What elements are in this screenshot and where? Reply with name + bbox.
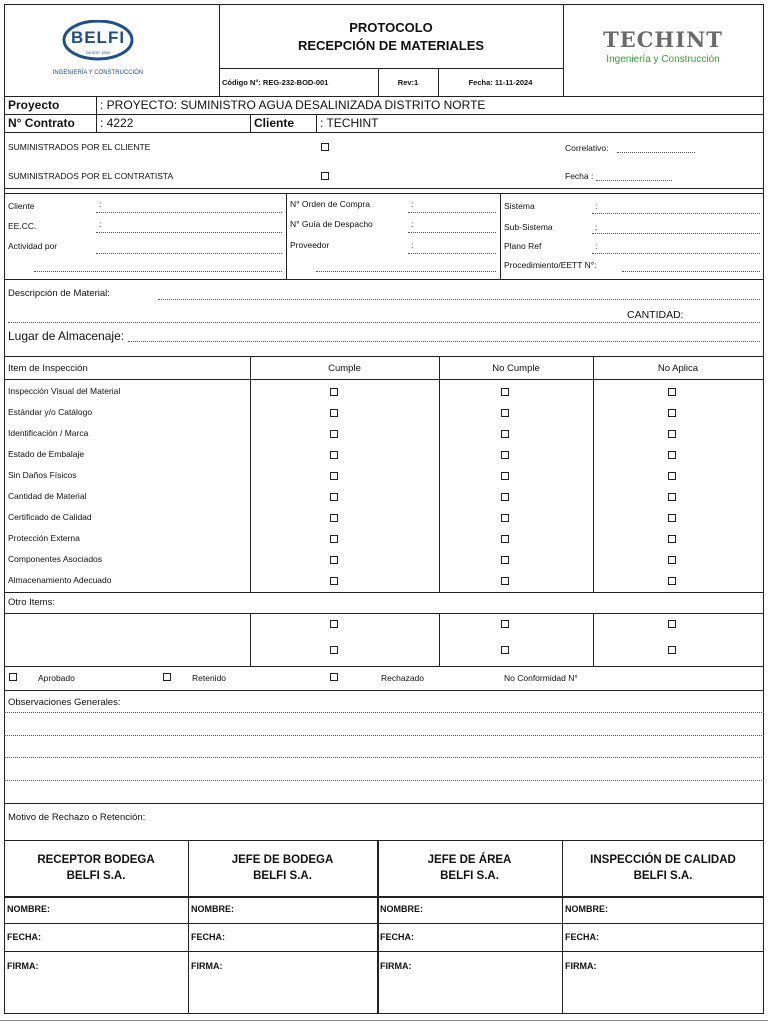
procedimiento-label: Procedimiento/EETT N°: xyxy=(504,260,597,270)
subsistema-line[interactable] xyxy=(592,233,760,234)
proveedor-line[interactable] xyxy=(408,253,496,254)
divider xyxy=(4,666,764,667)
colon: : xyxy=(595,222,598,232)
divider xyxy=(96,96,97,132)
actividad-label: Actividad por xyxy=(8,241,58,251)
inspection-cumple-checkbox[interactable] xyxy=(330,577,338,585)
signature-title xyxy=(4,852,188,884)
suministro-cliente-checkbox[interactable] xyxy=(321,143,329,151)
codigo: Código N°: REG-232-BOD-001 xyxy=(222,78,329,87)
signature-company: BELFI S.A. xyxy=(253,870,312,882)
colon: : xyxy=(99,199,102,209)
inspection-no-aplica-checkbox[interactable] xyxy=(668,514,676,522)
inspection-no-aplica-checkbox[interactable] xyxy=(668,535,676,543)
signature-firma-field[interactable]: FIRMA: xyxy=(565,961,597,971)
inspection-no-cumple-checkbox[interactable] xyxy=(501,409,509,417)
signature-title xyxy=(562,852,764,884)
signature-title xyxy=(188,852,377,884)
otro-item-1-no-aplica-checkbox[interactable] xyxy=(668,620,676,628)
inspection-item-label: Inspección Visual del Material xyxy=(8,386,121,396)
colon: : xyxy=(595,241,598,251)
inspection-cumple-checkbox[interactable] xyxy=(330,388,338,396)
signature-fecha-field[interactable]: FECHA: xyxy=(7,932,41,942)
proyecto-label: Proyecto xyxy=(8,98,60,112)
orden-compra-label: N° Orden de Compra xyxy=(290,199,370,209)
inspection-no-cumple-checkbox[interactable] xyxy=(501,493,509,501)
signature-nombre-field[interactable]: NOMBRE: xyxy=(191,904,234,914)
belfi-logo xyxy=(62,20,134,68)
cliente-value: : TECHINT xyxy=(320,116,379,130)
divider xyxy=(4,193,764,194)
guia-despacho-line[interactable] xyxy=(408,232,496,233)
motivo-label: Motivo de Rechazo o Retención: xyxy=(8,812,146,823)
inspection-no-cumple-checkbox[interactable] xyxy=(501,430,509,438)
inspection-cumple-checkbox[interactable] xyxy=(330,535,338,543)
inspection-no-cumple-checkbox[interactable] xyxy=(501,556,509,564)
divider xyxy=(4,279,764,280)
otro-item-1-no-cumple-checkbox[interactable] xyxy=(501,620,509,628)
divider xyxy=(593,613,594,666)
inspection-item-label: Protección Externa xyxy=(8,533,80,543)
divider xyxy=(4,132,764,133)
retenido-label: Retenido xyxy=(192,673,227,683)
inspection-item-label: Cantidad de Material xyxy=(8,491,87,501)
cantidad-label: CANTIDAD: xyxy=(627,309,684,321)
signature-role: INSPECCIÓN DE CALIDAD xyxy=(590,854,736,866)
techint-logo-text: TECHINT xyxy=(603,27,723,52)
divider xyxy=(316,114,317,132)
divider xyxy=(4,803,764,804)
inspection-no-cumple-checkbox[interactable] xyxy=(501,388,509,396)
rechazado-checkbox[interactable] xyxy=(330,673,338,681)
inspection-no-aplica-checkbox[interactable] xyxy=(668,430,676,438)
signature-title xyxy=(377,852,562,884)
inspection-item-label: Estándar y/o Catálogo xyxy=(8,407,93,417)
inspection-no-aplica-checkbox[interactable] xyxy=(668,493,676,501)
signature-role: JEFE DE BODEGA xyxy=(231,854,334,866)
inspection-no-aplica-checkbox[interactable] xyxy=(668,577,676,585)
inspection-no-aplica-checkbox[interactable] xyxy=(668,451,676,459)
otro-item-2-no-aplica-checkbox[interactable] xyxy=(668,646,676,654)
belfi-logo-since: DESDE 1958 xyxy=(86,50,110,55)
belfi-logo-subtitle: INGENIERÍA Y CONSTRUCCIÓN xyxy=(52,70,144,76)
detalle-cliente-line[interactable] xyxy=(96,212,282,213)
signature-firma-field[interactable]: FIRMA: xyxy=(7,961,39,971)
colon: : xyxy=(595,201,598,211)
divider xyxy=(4,840,764,841)
observaciones-line-1[interactable] xyxy=(4,712,764,713)
plano-label: Plano Ref xyxy=(504,241,542,251)
divider xyxy=(250,114,251,132)
eecc-line[interactable] xyxy=(96,232,282,233)
correlativo-label: Correlativo: xyxy=(565,143,609,153)
fecha-suministro-line[interactable] xyxy=(596,180,672,181)
inspection-cumple-checkbox[interactable] xyxy=(330,430,338,438)
techint-logo-subtitle: Ingeniería y Construcción xyxy=(606,54,720,65)
signature-firma-field[interactable]: FIRMA: xyxy=(380,961,412,971)
eecc-label: EE.CC. xyxy=(8,221,37,231)
divider xyxy=(4,690,764,691)
signature-company: BELFI S.A. xyxy=(66,870,126,882)
inspection-no-cumple-checkbox[interactable] xyxy=(501,577,509,585)
signature-role: JEFE DE ÁREA xyxy=(427,854,512,866)
signature-company: BELFI S.A. xyxy=(440,870,499,882)
proveedor-label: Proveedor xyxy=(290,240,330,250)
descripcion-line[interactable] xyxy=(158,299,760,300)
col-item-header: Item de Inspección xyxy=(8,363,88,374)
inspection-no-cumple-checkbox[interactable] xyxy=(501,514,509,522)
actividad-line[interactable] xyxy=(96,253,282,254)
inspection-no-aplica-checkbox[interactable] xyxy=(668,556,676,564)
inspection-cumple-checkbox[interactable] xyxy=(330,451,338,459)
col-no-cumple-header: No Cumple xyxy=(492,363,540,374)
retenido-checkbox[interactable] xyxy=(163,673,171,681)
divider xyxy=(4,114,764,115)
divider xyxy=(4,356,764,357)
lugar-line[interactable] xyxy=(128,341,760,342)
colon: : xyxy=(411,219,414,229)
procedimiento-line[interactable] xyxy=(622,271,760,272)
aprobado-checkbox[interactable] xyxy=(9,673,17,681)
divider xyxy=(4,96,764,97)
fecha-suministro-label: Fecha : xyxy=(565,171,594,181)
divider xyxy=(4,896,764,898)
inspection-item-label: Almacenamiento Adecuado xyxy=(8,575,112,585)
page-bottom-line xyxy=(0,1020,768,1021)
signature-fecha-field[interactable]: FECHA: xyxy=(191,932,225,942)
col-no-aplica-header: No Aplica xyxy=(657,363,699,374)
divider xyxy=(593,379,594,592)
signature-role: RECEPTOR BODEGA xyxy=(37,854,155,866)
suministro-contratista-label: SUMINISTRADOS POR EL CONTRATISTA xyxy=(8,171,174,181)
sistema-label: Sistema xyxy=(504,201,535,211)
signature-nombre-field[interactable]: NOMBRE: xyxy=(380,904,423,914)
colon: : xyxy=(411,240,414,250)
observaciones-line-4[interactable] xyxy=(4,780,764,781)
inspection-item-label: Componentes Asociados xyxy=(8,554,103,564)
belfi-logo-text: BELFI xyxy=(70,28,126,47)
rechazado-label: Rechazado xyxy=(381,673,425,683)
fecha-doc: Fecha: 11-11-2024 xyxy=(468,78,533,87)
divider xyxy=(4,923,764,924)
proyecto-value: : PROYECTO: SUMINISTRO AGUA DESALINIZADA DISTRITO NORTE xyxy=(100,98,486,112)
inspection-no-aplica-checkbox[interactable] xyxy=(668,472,676,480)
inspection-item-label: Estado de Embalaje xyxy=(8,449,85,459)
divider xyxy=(4,188,764,189)
suministro-cliente-label: SUMINISTRADOS POR EL CLIENTE xyxy=(8,142,151,152)
colon: : xyxy=(411,199,414,209)
otro-item-1-cumple-checkbox[interactable] xyxy=(330,620,338,628)
inspection-cumple-checkbox[interactable] xyxy=(330,409,338,417)
actividad-line-2[interactable] xyxy=(34,271,282,272)
subsistema-label: Sub-Sistema xyxy=(504,222,553,232)
signature-nombre-field[interactable]: NOMBRE: xyxy=(565,904,608,914)
revision: Rev:1 xyxy=(397,78,419,87)
no-conformidad-label: No Conformidad N° xyxy=(504,673,578,683)
otros-items-label: Otro Items: xyxy=(8,597,55,608)
cliente-label: Cliente xyxy=(254,116,295,130)
divider xyxy=(439,379,440,592)
descripcion-line-2[interactable] xyxy=(8,322,760,323)
inspection-no-cumple-checkbox[interactable] xyxy=(501,451,509,459)
proveedor-line-2[interactable] xyxy=(316,271,496,272)
inspection-cumple-checkbox[interactable] xyxy=(330,514,338,522)
divider xyxy=(500,193,501,279)
otro-item-2-cumple-checkbox[interactable] xyxy=(330,646,338,654)
inspection-item-label: Sin Daños Físicos xyxy=(8,470,77,480)
observaciones-label: Observaciones Generales: xyxy=(8,697,121,708)
inspection-no-cumple-checkbox[interactable] xyxy=(501,535,509,543)
contrato-label: N° Contrato xyxy=(8,116,75,130)
aprobado-label: Aprobado xyxy=(38,673,75,683)
form-title-line1: PROTOCOLO xyxy=(349,20,433,35)
inspection-cumple-checkbox[interactable] xyxy=(330,556,338,564)
form-title-line2: RECEPCIÓN DE MATERIALES xyxy=(297,38,485,53)
otro-item-2-no-cumple-checkbox[interactable] xyxy=(501,646,509,654)
divider xyxy=(4,613,764,614)
inspection-no-aplica-checkbox[interactable] xyxy=(668,409,676,417)
divider xyxy=(439,613,440,666)
inspection-item-label: Identificación / Marca xyxy=(8,428,89,438)
contrato-value: : 4222 xyxy=(100,116,134,130)
observaciones-line-3[interactable] xyxy=(4,757,764,758)
lugar-label: Lugar de Almacenaje: xyxy=(8,329,125,343)
signature-fecha-field[interactable]: FECHA: xyxy=(380,932,414,942)
inspection-cumple-checkbox[interactable] xyxy=(330,493,338,501)
plano-line[interactable] xyxy=(592,253,760,254)
divider xyxy=(4,951,764,952)
signature-nombre-field[interactable]: NOMBRE: xyxy=(7,904,50,914)
sistema-line[interactable] xyxy=(592,213,760,214)
observaciones-line-2[interactable] xyxy=(4,735,764,736)
colon: : xyxy=(99,219,102,229)
suministro-contratista-checkbox[interactable] xyxy=(321,172,329,180)
inspection-item-label: Certificado de Calidad xyxy=(8,512,92,522)
col-cumple-header: Cumple xyxy=(328,363,361,374)
divider xyxy=(4,379,764,380)
inspection-cumple-checkbox[interactable] xyxy=(330,472,338,480)
divider xyxy=(219,68,563,69)
guia-despacho-label: N° Guía de Despacho xyxy=(290,219,373,229)
descripcion-label: Descripción de Material: xyxy=(8,288,110,299)
divider xyxy=(286,193,287,279)
detalle-cliente-label: Cliente xyxy=(8,201,35,211)
orden-compra-line[interactable] xyxy=(408,212,496,213)
signature-fecha-field[interactable]: FECHA: xyxy=(565,932,599,942)
signature-company: BELFI S.A. xyxy=(633,870,693,882)
signature-firma-field[interactable]: FIRMA: xyxy=(191,961,223,971)
inspection-no-aplica-checkbox[interactable] xyxy=(668,388,676,396)
inspection-no-cumple-checkbox[interactable] xyxy=(501,472,509,480)
divider xyxy=(250,613,251,666)
divider xyxy=(4,592,764,593)
correlativo-line[interactable] xyxy=(617,152,695,153)
divider xyxy=(250,379,251,592)
